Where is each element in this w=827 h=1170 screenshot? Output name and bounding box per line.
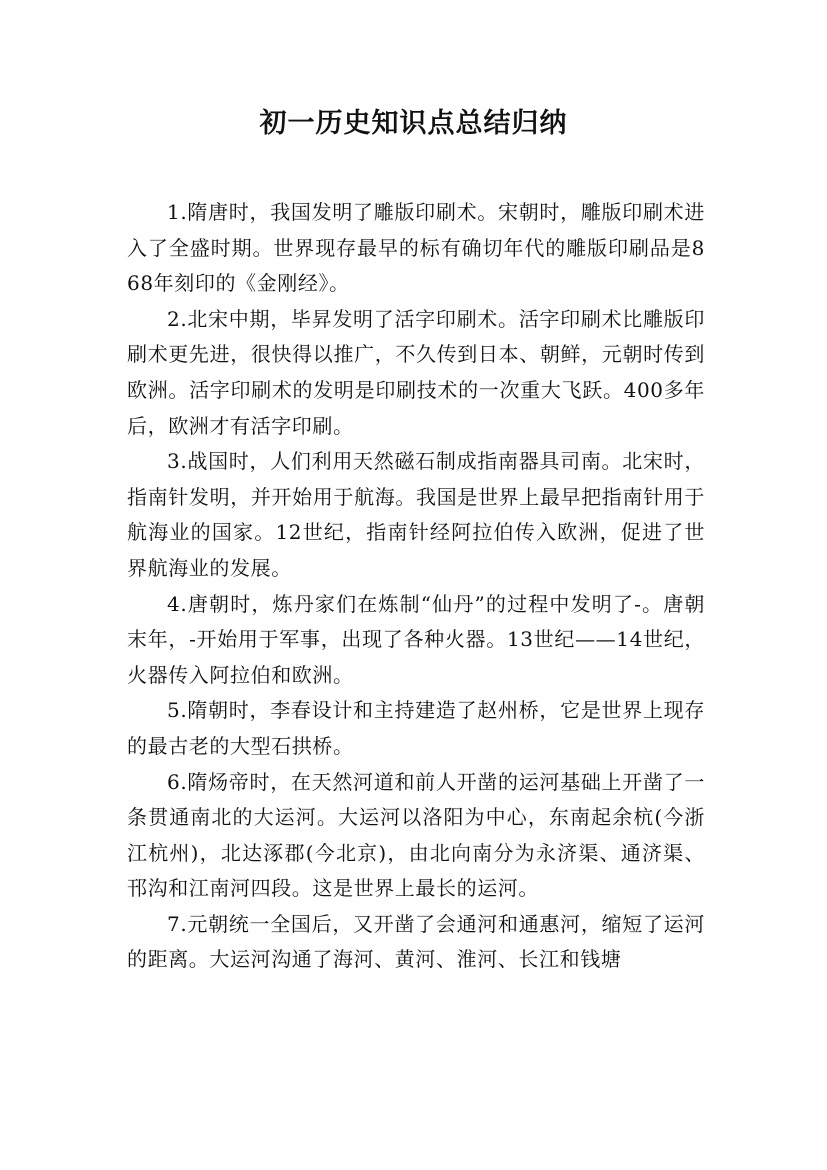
paragraph-5: 5.隋朝时，李春设计和主持建造了赵州桥，它是世界上现存的最古老的大型石拱桥。 [127,698,705,758]
paragraph-6: 6.隋炀帝时，在天然河道和前人开凿的运河基础上开凿了一条贯通南北的大运河。大运河以洛阳为中心，东南起余杭(今浙江杭州)，北达涿郡(今北京)，由北向南分为永济渠、通济渠、邗沟和江南河四段。这是世界上最长的运河。 [127,769,705,901]
paragraph-3: 3.战国时，人们利用天然磁石制成指南器具司南。北宋时，指南针发明，并开始用于航海。我国是世界上最早把指南针用于航海业的国家。12世纪，指南针经阿拉伯传入欧洲，促进了世界航海业的发展。 [127,449,705,580]
document-title: 初一历史知识点总结归纳 [259,108,568,139]
paragraph-2: 2.北宋中期，毕昇发明了活字印刷术。活字印刷术比雕版印刷术更先进，很快得以推广，不久传到日本、朝鲜，元朝时传到欧洲。活字印刷术的发明是印刷技术的一次重大飞跃。400多年后，欧洲才有活字印刷。 [127,306,705,438]
paragraph-4: 4.唐朝时，炼丹家们在炼制“仙丹”的过程中发明了-。唐朝末年，-开始用于军事，出现了各种火器。13世纪——14世纪，火器传入阿拉伯和欧洲。 [127,591,705,687]
paragraph-7: 7.元朝统一全国后，又开凿了会通河和通惠河，缩短了运河的距离。大运河沟通了海河、黄河、淮河、长江和钱塘 [127,911,705,972]
paragraph-1: 1.隋唐时，我国发明了雕版印刷术。宋朝时，雕版印刷术进入了全盛时期。世界现存最早的标有确切年代的雕版印刷品是868年刻印的《金刚经》。 [127,200,705,296]
document-body [127,195,705,978]
